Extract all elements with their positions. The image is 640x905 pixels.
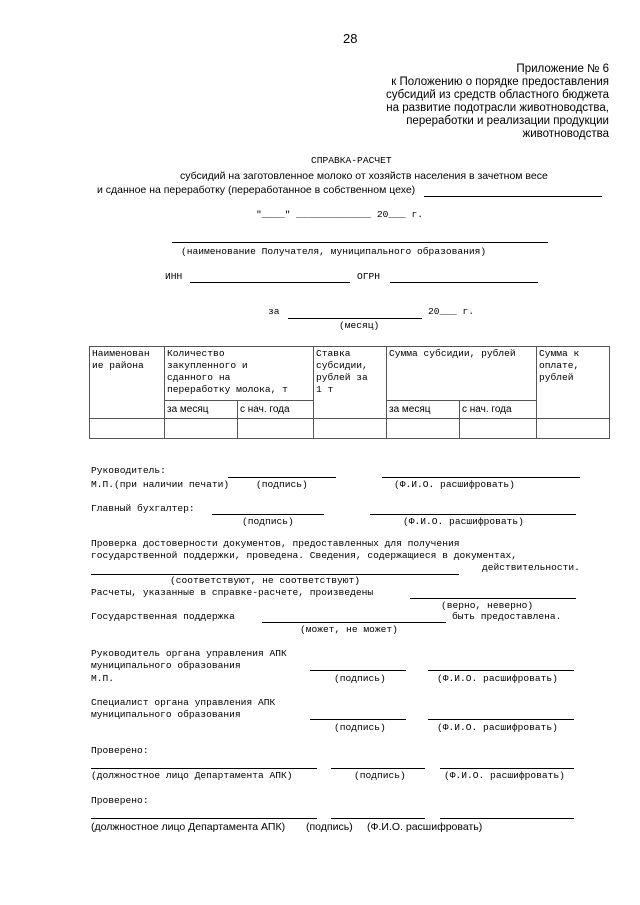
appendix-line: на развитие подотрасли животноводства,	[386, 102, 609, 114]
table-cell[interactable]	[314, 419, 387, 439]
apk-head-label-2: муниципального образования	[91, 660, 241, 671]
dept-signature-line-2	[331, 818, 425, 819]
apk-mp-label: М.П.	[91, 673, 115, 684]
appendix-line: животноводства	[522, 128, 609, 140]
page-number: 28	[343, 31, 358, 46]
dept-fio-caption-2: (Ф.И.О. расшифровать)	[367, 821, 483, 833]
recipient-caption: (наименование Получателя, муниципального образования)	[181, 246, 487, 257]
header-sum-ytd: с нач. года	[460, 401, 537, 419]
subtitle-underline	[424, 196, 602, 197]
apk-head-label-1: Руководитель органа управления АПК	[91, 648, 287, 659]
apk-head-signature-caption: (подпись)	[334, 673, 386, 684]
apk-spec-label-2: муниципального образования	[91, 709, 241, 720]
checked-label-2: Проверено:	[91, 795, 149, 806]
apk-spec-signature-caption: (подпись)	[334, 722, 386, 733]
apk-head-signature-line	[310, 670, 406, 671]
appendix-line: субсидий из средств областного бюджета	[385, 89, 609, 101]
support-text: Государственная поддержка	[91, 611, 235, 622]
chief-fio-line	[370, 514, 576, 515]
chief-accountant-label: Главный бухгалтер:	[91, 503, 195, 514]
dept-fio-line-1	[440, 768, 574, 769]
head-fio-line	[382, 477, 580, 478]
chief-fio-caption: (Ф.И.О. расшифровать)	[403, 516, 524, 527]
dept-official-line-1	[91, 768, 317, 769]
dept-fio-line-2	[440, 818, 574, 819]
table-cell[interactable]	[460, 419, 537, 439]
calc-caption: (верно, неверно)	[441, 600, 534, 611]
header-pay: Сумма к оплате, рублей	[537, 347, 610, 419]
checked-label-1: Проверено:	[91, 745, 149, 756]
period-caption: (месяц)	[339, 320, 380, 331]
header-qty-month: за месяц	[165, 401, 238, 419]
calc-text: Расчеты, указанные в справке-расчете, произведены	[91, 587, 374, 598]
apk-spec-fio-caption: (Ф.И.О. расшифровать)	[437, 722, 558, 733]
inn-label: ИНН	[165, 271, 183, 282]
chief-signature-caption: (подпись)	[242, 516, 294, 527]
table-cell[interactable]	[238, 419, 314, 439]
table-cell[interactable]	[165, 419, 238, 439]
apk-spec-fio-line	[428, 719, 574, 720]
header-rate: Ставка субсидии, рублей за 1 т	[314, 347, 387, 419]
ogrn-label: ОГРН	[357, 271, 381, 282]
dept-official-caption-2: (должностное лицо Департамента АПК)	[91, 821, 286, 833]
document-subtitle-2: и сданное на переработку (переработанное в собственном цехе)	[97, 184, 416, 196]
header-sum: Сумма субсидии, рублей	[387, 347, 537, 401]
chief-signature-line	[212, 514, 324, 515]
dept-fio-caption-1: (Ф.И.О. расшифровать)	[444, 770, 565, 781]
ogrn-line	[390, 282, 538, 283]
header-district: Наименован ие района	[90, 347, 165, 419]
appendix-line: переработки и реализации продукции	[406, 115, 609, 127]
apk-spec-label-1: Специалист органа управления АПК	[91, 697, 276, 708]
appendix-line: Приложение № 6	[516, 63, 609, 75]
document-subtitle-1: субсидий на заготовленное молоко от хозяйств населения в зачетном весе	[180, 170, 548, 182]
check-text-1: Проверка достоверности документов, предоставленных для получения	[91, 538, 460, 549]
check-text-3: действительности.	[482, 562, 580, 573]
document-title: СПРАВКА-РАСЧЕТ	[311, 155, 392, 166]
head-signature-caption: (подпись)	[256, 479, 308, 490]
apk-spec-signature-line	[310, 719, 406, 720]
table-cell[interactable]	[537, 419, 610, 439]
header-sum-month: за месяц	[387, 401, 460, 419]
mp-label: М.П.(при наличии печати)	[91, 479, 230, 490]
dept-signature-line-1	[331, 768, 425, 769]
check-text-2: государственной поддержки, проведена. Сведения, содержащиеся в документах,	[91, 550, 518, 561]
check-caption: (соответствуют, не соответствуют)	[170, 575, 360, 586]
dept-official-caption-1: (должностное лицо Департамента АПК)	[91, 770, 293, 781]
head-label: Руководитель:	[91, 465, 166, 476]
period-line	[288, 318, 422, 319]
recipient-line	[172, 242, 548, 243]
apk-head-fio-caption: (Ф.И.О. расшифровать)	[437, 673, 558, 684]
subsidy-table	[89, 346, 610, 439]
table-row	[90, 419, 610, 439]
apk-head-fio-line	[428, 670, 574, 671]
appendix-header	[386, 63, 609, 141]
appendix-line: к Положению о порядке предоставления	[391, 76, 609, 88]
calc-line	[410, 598, 576, 599]
date-line: "____" _____________ 20___ г.	[256, 209, 423, 220]
period-year: 20___ г.	[428, 306, 475, 317]
dept-signature-caption-2: (подпись)	[306, 821, 353, 833]
head-fio-caption: (Ф.И.О. расшифровать)	[394, 479, 515, 490]
inn-line	[190, 282, 350, 283]
table-cell[interactable]	[90, 419, 165, 439]
support-caption: (может, не может)	[300, 624, 398, 635]
support-text-end: быть предоставлена.	[452, 611, 562, 622]
period-prefix: за	[268, 306, 280, 317]
support-line	[262, 622, 446, 623]
header-qty-ytd: с нач. года	[238, 401, 314, 419]
dept-official-line-2	[91, 818, 317, 819]
table-cell[interactable]	[387, 419, 460, 439]
head-signature-line	[228, 477, 336, 478]
header-quantity: Количество закупленного и сданного на переработку молока, т	[165, 347, 314, 401]
dept-signature-caption-1: (подпись)	[354, 770, 406, 781]
